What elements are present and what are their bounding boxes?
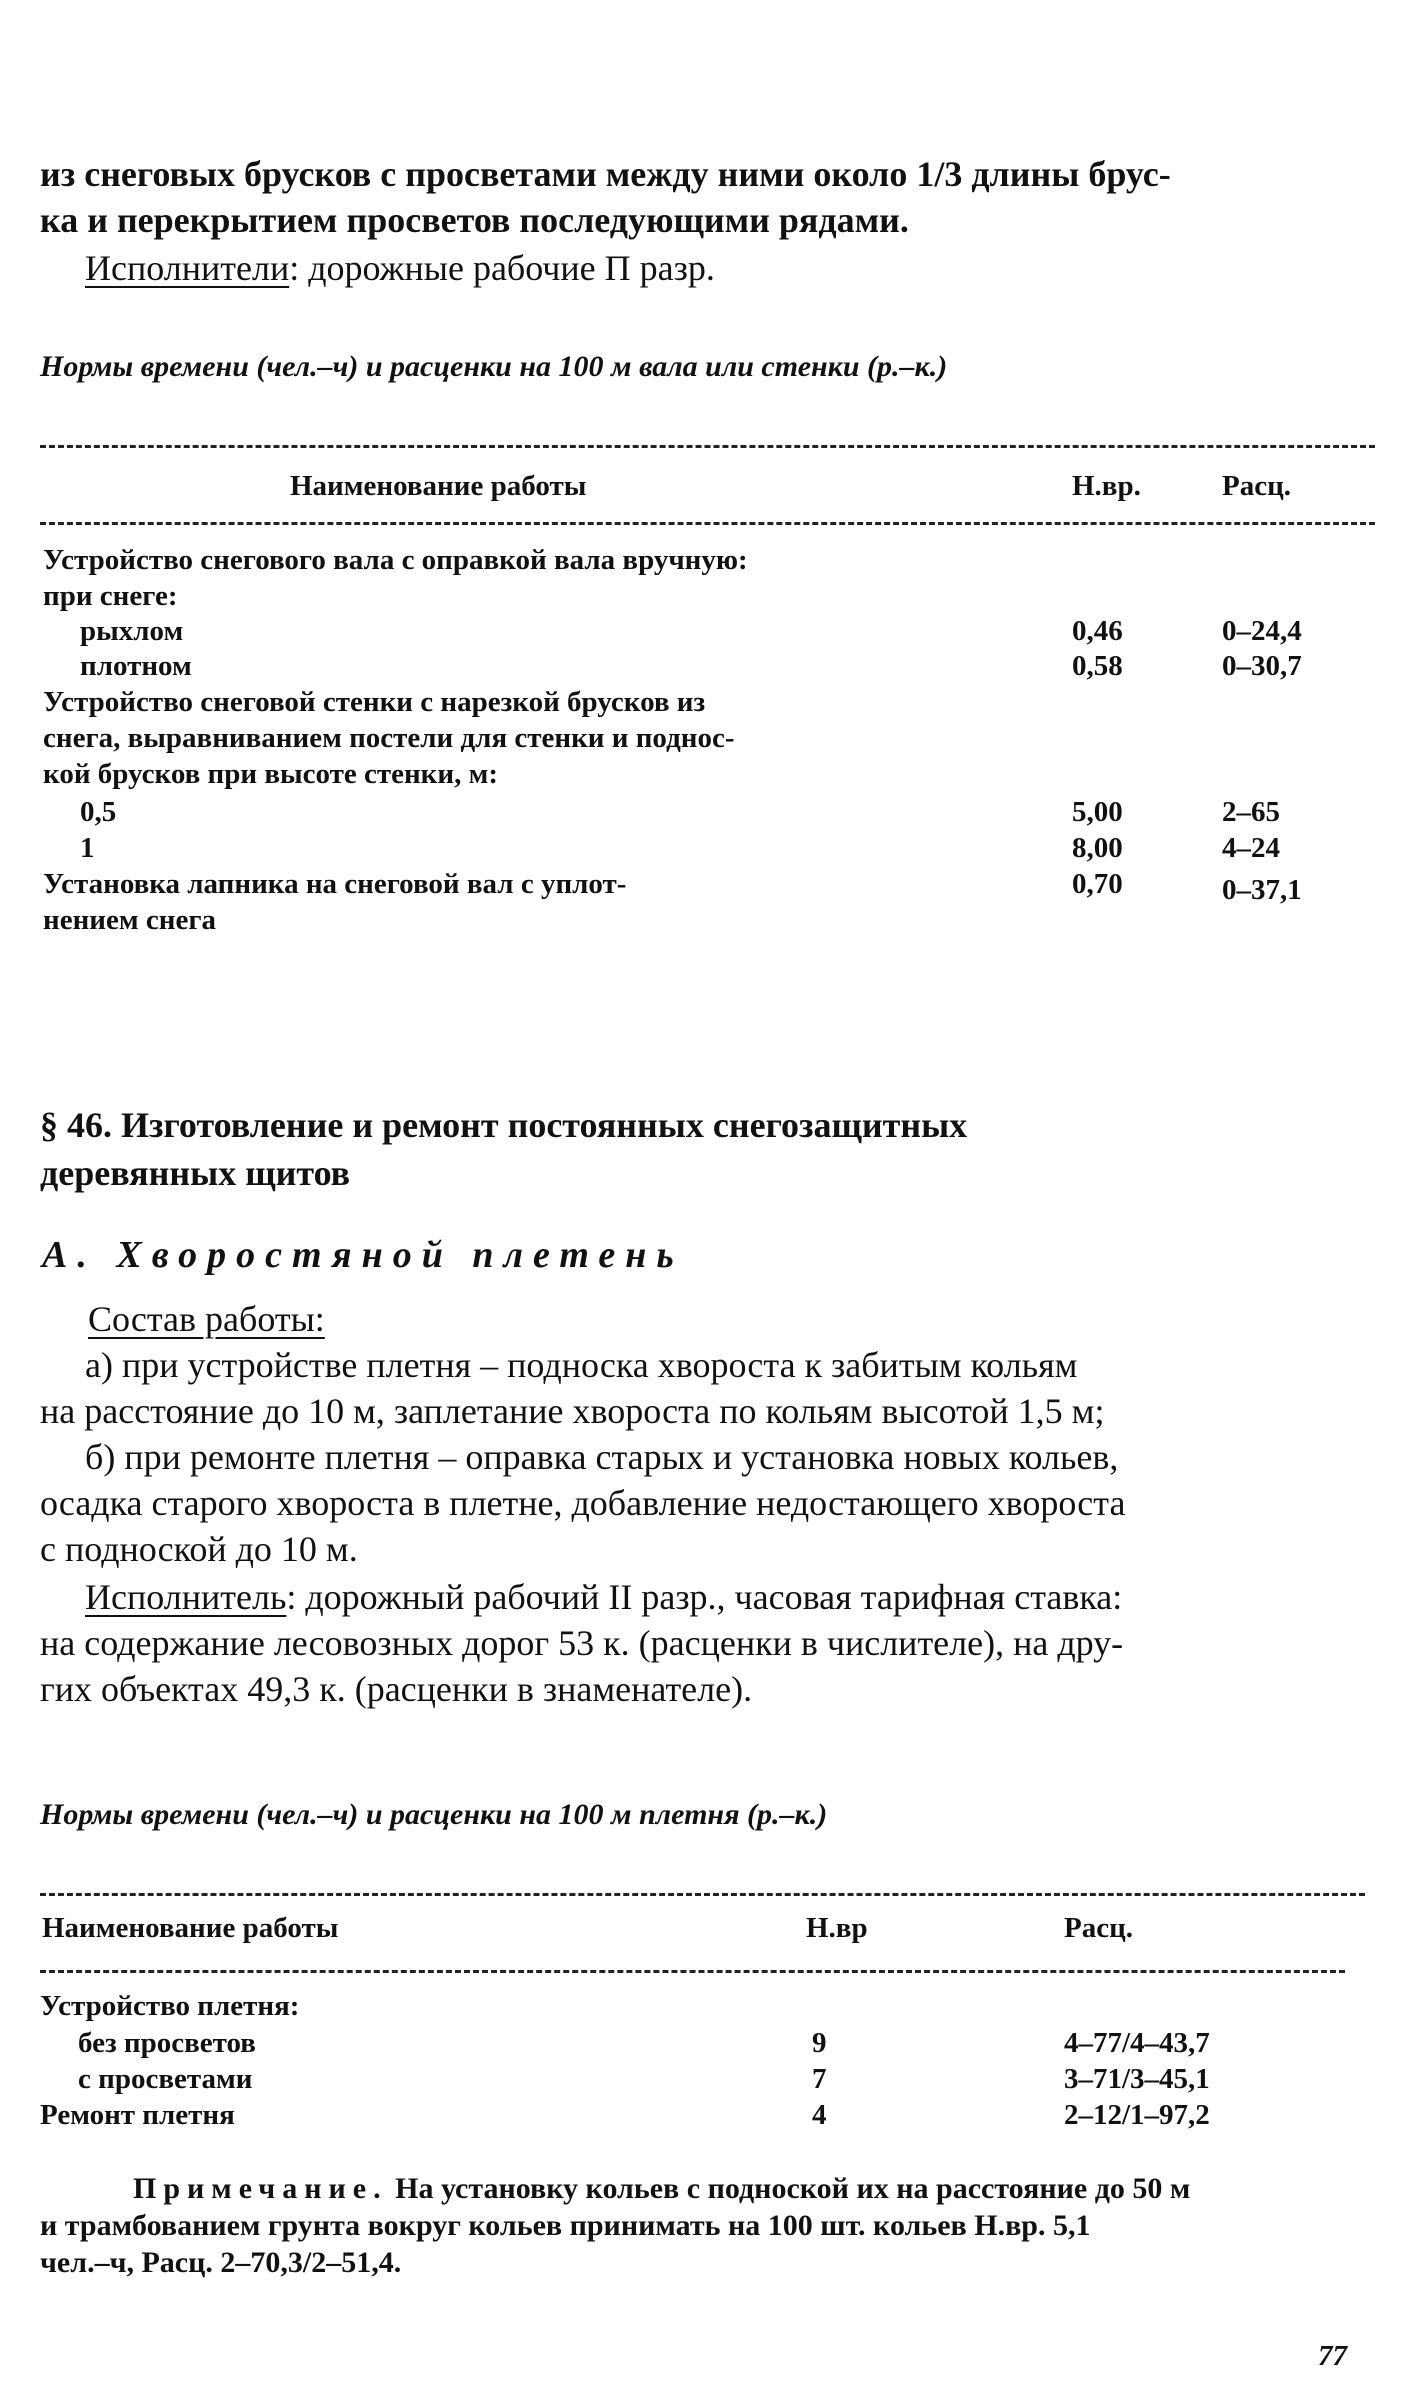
table1-header-norm: Н.вр. xyxy=(1072,470,1141,502)
table2-caption: Нормы времени (чел.–ч) и расценки на 100 м плетня (р.–к.) xyxy=(40,1798,828,1831)
section-subtitle: А. Хворостяной плетень xyxy=(42,1234,684,1276)
table1-caption: Нормы времени (чел.–ч) и расценки на 100 м вала или стенки (р.–к.) xyxy=(40,350,948,383)
table1-row-rate: 0–30,7 xyxy=(1222,650,1302,682)
performer-line-2: на содержание лесовозных дорог 53 к. (расценки в числителе), на дру- xyxy=(40,1623,1124,1663)
note-line-1 xyxy=(133,2170,1190,2207)
note-text-1: На установку кольев с подноской их на расстояние до 50 м xyxy=(387,2172,1191,2205)
note-line-2: и трамбованием грунта вокруг кольев принимать на 100 шт. кольев Н.вр. 5,1 xyxy=(40,2209,1091,2242)
table2-row-name: Устройство плетня: xyxy=(40,1990,300,2022)
table1-header-name: Наименование работы xyxy=(290,470,587,502)
table1-row-name: снега, выравниванием постели для стенки и поднос- xyxy=(43,722,735,754)
page-number: 77 xyxy=(1318,2340,1347,2372)
performer-line-3: гих объектах 49,3 к. (расценки в знаменателе). xyxy=(40,1669,753,1709)
table1-row-rate: 2–65 xyxy=(1222,796,1280,828)
performer-label: Исполнитель xyxy=(85,1577,287,1617)
para-b-line-3: с подноской до 10 м. xyxy=(40,1529,358,1569)
table2-row-name: Ремонт плетня xyxy=(40,2099,235,2131)
table1-row-name: кой брусков при высоте стенки, м: xyxy=(43,758,499,790)
intro-line-1: из снеговых брусков с просветами между ними около 1/3 длины брус- xyxy=(40,154,1171,194)
table1-row-norm: 5,00 xyxy=(1072,796,1123,828)
table2-row-norm: 4 xyxy=(812,2099,827,2131)
table1-header-rate: Расц. xyxy=(1222,470,1292,502)
table1-row-name: 1 xyxy=(80,832,95,864)
table2-header-name: Наименование работы xyxy=(42,1912,339,1944)
table1-row-name: Устройство снегового вала с оправкой вала вручную: xyxy=(43,544,748,576)
performer-text: : дорожный рабочий II разр., часовая тарифная ставка: xyxy=(286,1577,1123,1617)
table2-row-norm: 7 xyxy=(812,2063,827,2095)
table2-row-name: без просветов xyxy=(78,2027,256,2059)
table1-row-rate: 0–37,1 xyxy=(1222,874,1302,906)
table2-header-norm: Н.вр xyxy=(806,1912,868,1944)
table1-top-rule xyxy=(40,445,1375,448)
table2-row-name: с просветами xyxy=(78,2063,253,2095)
note-label: Примечание. xyxy=(133,2172,388,2205)
table1-row-rate: 0–24,4 xyxy=(1222,615,1302,647)
table1-row-name: 0,5 xyxy=(80,796,117,828)
para-a-line-2: на расстояние до 10 м, заплетание хвороста по кольям высотой 1,5 м; xyxy=(40,1391,1105,1431)
performers-text: : дорожные рабочие П разр. xyxy=(289,248,715,288)
table1-row-norm: 0,58 xyxy=(1072,650,1123,682)
performer-line xyxy=(85,1575,1122,1620)
table2-header-rate: Расц. xyxy=(1064,1912,1134,1944)
intro-line-2: ка и перекрытием просветов последующими рядами. xyxy=(40,200,909,240)
section-title-line-1: § 46. Изготовление и ремонт постоянных снегозащитных xyxy=(40,1105,968,1145)
table1-row-name: плотном xyxy=(80,650,192,682)
table1-row-name: рыхлом xyxy=(80,615,184,647)
table2-row-rate: 2–12/1–97,2 xyxy=(1064,2099,1210,2131)
performers-label: Исполнители xyxy=(85,248,290,288)
section-title-line-2: деревянных щитов xyxy=(40,1153,351,1193)
table1-row-name: нением снега xyxy=(43,904,216,936)
note-line-3: чел.–ч, Расц. 2–70,3/2–51,4. xyxy=(40,2246,402,2279)
table2-row-rate: 4–77/4–43,7 xyxy=(1064,2027,1210,2059)
para-b-line-2: осадка старого хвороста в плетне, добавление недостающего хвороста xyxy=(40,1483,1126,1523)
table1-row-name: Устройство снеговой стенки с нарезкой брусков из xyxy=(43,686,706,718)
table2-top-rule xyxy=(40,1893,1365,1896)
table1-row-name: при снеге: xyxy=(43,580,178,612)
table1-header-rule xyxy=(40,522,1375,525)
table1-row-name: Установка лапника на снеговой вал с уплот- xyxy=(43,868,627,900)
table2-header-rule xyxy=(40,1970,1345,1973)
table1-row-rate: 4–24 xyxy=(1222,832,1280,864)
table1-row-norm: 0,70 xyxy=(1072,868,1123,900)
table1-row-norm: 8,00 xyxy=(1072,832,1123,864)
intro-performers xyxy=(85,246,715,291)
table2-row-rate: 3–71/3–45,1 xyxy=(1064,2063,1210,2095)
composition-label: Состав работы: xyxy=(88,1299,325,1339)
table1-row-norm: 0,46 xyxy=(1072,615,1123,647)
para-b-line-1: б) при ремонте плетня – оправка старых и установка новых кольев, xyxy=(85,1437,1119,1477)
para-a-line-1: а) при устройстве плетня – подноска хвороста к забитым кольям xyxy=(85,1345,1078,1385)
table2-row-norm: 9 xyxy=(812,2027,827,2059)
